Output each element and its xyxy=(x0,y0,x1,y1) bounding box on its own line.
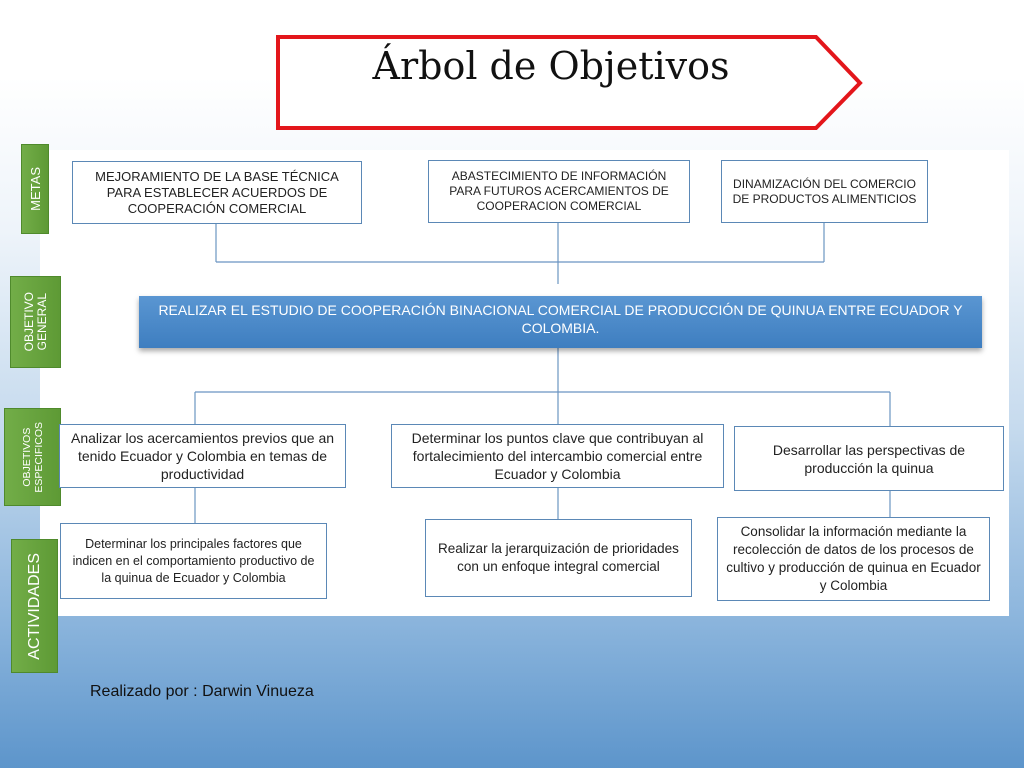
label-objetivos-especificos: OBJETIVOS ESPECIFICOS xyxy=(4,408,61,506)
meta-box-2: ABASTECIMIENTO DE INFORMACIÓN PARA FUTUROS ACERCAMIENTOS DE COOPERACION COMERCIAL xyxy=(428,160,690,223)
meta-box-3: DINAMIZACIÓN DEL COMERCIO DE PRODUCTOS ALIMENTICIOS xyxy=(721,160,928,223)
meta-box-1: MEJORAMIENTO DE LA BASE TÉCNICA PARA ESTABLECER ACUERDOS DE COOPERACIÓN COMERCIAL xyxy=(72,161,362,224)
author-credit: Realizado por : Darwin Vinueza xyxy=(90,683,314,700)
objetivo-especifico-3: Desarrollar las perspectivas de producción la quinua xyxy=(734,426,1004,491)
actividad-3: Consolidar la información mediante la recolección de datos de los procesos de cultivo y producción de quinua en Ecuador y Colombia xyxy=(717,517,990,601)
objetivo-especifico-2: Determinar los puntos clave que contribuyan al fortalecimiento del intercambio comercial entre Ecuador y Colombia xyxy=(391,424,724,488)
label-objetivo-general: OBJETIVO GENERAL xyxy=(10,276,61,368)
label-metas: METAS xyxy=(21,144,49,234)
actividad-2: Realizar la jerarquización de prioridades con un enfoque integral comercial xyxy=(425,519,692,597)
actividad-1: Determinar los principales factores que indicen en el comportamiento productivo de la quinua de Ecuador y Colombia xyxy=(60,523,327,599)
label-actividades: ACTIVIDADES xyxy=(11,539,58,673)
objetivo-general-box: REALIZAR EL ESTUDIO DE COOPERACIÓN BINACIONAL COMERCIAL DE PRODUCCIÓN DE QUINUA ENTRE ECUADOR Y COLOMBIA. xyxy=(139,296,982,348)
objetivo-especifico-1: Analizar los acercamientos previos que an tenido Ecuador y Colombia en temas de productividad xyxy=(59,424,346,488)
page-title: Árbol de Objetivos xyxy=(372,44,730,88)
